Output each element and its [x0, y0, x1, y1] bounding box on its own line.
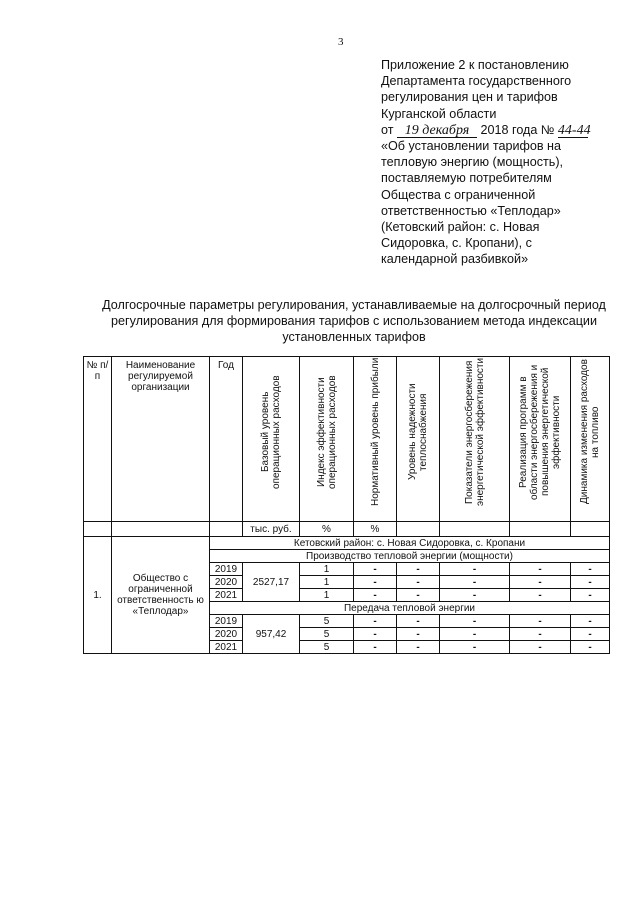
header-reliability — [397, 357, 440, 522]
header-fuel-text: Динамика изменения расходов на топливо — [579, 359, 601, 505]
index-cell: 5 — [300, 628, 354, 641]
header-reliability-text: Уровень надежности теплоснабжения — [407, 383, 429, 481]
energy-cell: - — [440, 576, 510, 589]
appendix-line: Департамента государственного — [381, 74, 572, 89]
appendix-line: регулирования цен и тарифов — [381, 90, 558, 105]
header-row — [84, 357, 610, 522]
header-profit-text: Нормативный уровень прибыли — [369, 357, 381, 507]
units-row — [84, 522, 610, 537]
index-cell: 1 — [300, 589, 354, 602]
subject-line: ответственностью «Теплодар» — [381, 203, 561, 218]
energy-cell: - — [440, 628, 510, 641]
subject-line: «Об установлении тарифов на — [381, 139, 562, 154]
profit-cell: - — [354, 641, 397, 654]
row-number: 1. — [84, 537, 112, 654]
header-programs — [510, 357, 571, 522]
appendix-line: Приложение 2 к постановлению — [381, 58, 569, 72]
profit-cell: - — [354, 576, 397, 589]
subject-line: (Кетовский район: с. Новая — [381, 220, 540, 235]
year-cell: 2019 — [210, 563, 243, 576]
transmission-base: 957,42 — [243, 615, 300, 654]
header-index-text: Индекс эффективности операционных расходов — [315, 375, 338, 489]
subject-line: календарной разбивкой» — [381, 252, 529, 267]
energy-cell: - — [440, 589, 510, 602]
fuel-cell: - — [571, 563, 610, 576]
programs-cell: - — [510, 563, 571, 576]
header-fuel — [571, 357, 610, 522]
unit-profit: % — [354, 522, 397, 537]
header-base — [243, 357, 300, 522]
energy-cell: - — [440, 615, 510, 628]
reliability-cell: - — [397, 563, 440, 576]
reliability-cell: - — [397, 641, 440, 654]
header-org: Наименование регулируемой организации — [112, 357, 210, 522]
org-name: Общество с ограниченной ответственность ю «Теплодар» — [112, 537, 210, 654]
reliability-cell: - — [397, 628, 440, 641]
parameters-table — [83, 356, 610, 654]
energy-cell: - — [440, 563, 510, 576]
programs-cell: - — [510, 589, 571, 602]
reliability-cell: - — [397, 576, 440, 589]
index-cell: 5 — [300, 641, 354, 654]
year-cell: 2019 — [210, 615, 243, 628]
subject-line: поставляемую потребителям — [381, 171, 552, 186]
year-text: 2018 года № — [480, 122, 555, 137]
index-cell: 5 — [300, 615, 354, 628]
programs-cell: - — [510, 641, 571, 654]
appendix-line: Курганской области — [381, 106, 497, 121]
index-cell: 1 — [300, 576, 354, 589]
unit-base: тыс. руб. — [243, 522, 300, 537]
header-programs-text: Реализация программ в области энергосбережения и повышения энергетической эффективности — [518, 364, 562, 500]
programs-cell: - — [510, 576, 571, 589]
index-cell: 1 — [300, 563, 354, 576]
subject-line: тепловую энергию (мощность), — [381, 155, 564, 170]
programs-cell: - — [510, 628, 571, 641]
production-base: 2527,17 — [243, 563, 300, 602]
year-cell: 2021 — [210, 589, 243, 602]
fuel-cell: - — [571, 576, 610, 589]
header-energy-text: Показатели энергосбережения энергетической эффективности — [463, 357, 486, 507]
fuel-cell: - — [571, 589, 610, 602]
header-num: № п/п — [84, 357, 112, 522]
reliability-cell: - — [397, 589, 440, 602]
subject-line: Сидоровка, с. Кропани), с — [381, 236, 532, 251]
header-energy — [440, 357, 510, 522]
header-index — [300, 357, 354, 522]
handwritten-date: 19 декабря — [397, 124, 477, 138]
profit-cell: - — [354, 615, 397, 628]
fuel-cell: - — [571, 615, 610, 628]
page-number: 3 — [338, 36, 344, 48]
subject-line: Общества с ограниченной — [381, 187, 536, 202]
year-cell: 2021 — [210, 641, 243, 654]
header-profit — [354, 357, 397, 522]
unit-index: % — [300, 522, 354, 537]
fuel-cell: - — [571, 628, 610, 641]
region-label: Кетовский район: с. Новая Сидоровка, с. Кропани — [210, 537, 610, 550]
profit-cell: - — [354, 628, 397, 641]
year-cell: 2020 — [210, 628, 243, 641]
programs-cell: - — [510, 615, 571, 628]
fuel-cell: - — [571, 641, 610, 654]
header-base-text: Базовый уровень операционных расходов — [260, 375, 282, 489]
profit-cell: - — [354, 563, 397, 576]
reliability-cell: - — [397, 615, 440, 628]
region-row — [84, 537, 610, 550]
appendix-date-line — [381, 122, 621, 138]
appendix-block — [381, 57, 621, 268]
profit-cell: - — [354, 589, 397, 602]
document-title: Долгосрочные параметры регулирования, устанавливаемые на долгосрочный период регулирования для формирования тарифов с использованием метода индексации установленных тарифов — [102, 298, 606, 344]
energy-cell: - — [440, 641, 510, 654]
production-label: Производство тепловой энергии (мощности) — [210, 550, 610, 563]
transmission-label: Передача тепловой энергии — [210, 602, 610, 615]
date-prefix: от — [381, 122, 394, 137]
year-cell: 2020 — [210, 576, 243, 589]
header-year: Год — [210, 357, 243, 522]
handwritten-number: 44-44 — [557, 122, 591, 138]
